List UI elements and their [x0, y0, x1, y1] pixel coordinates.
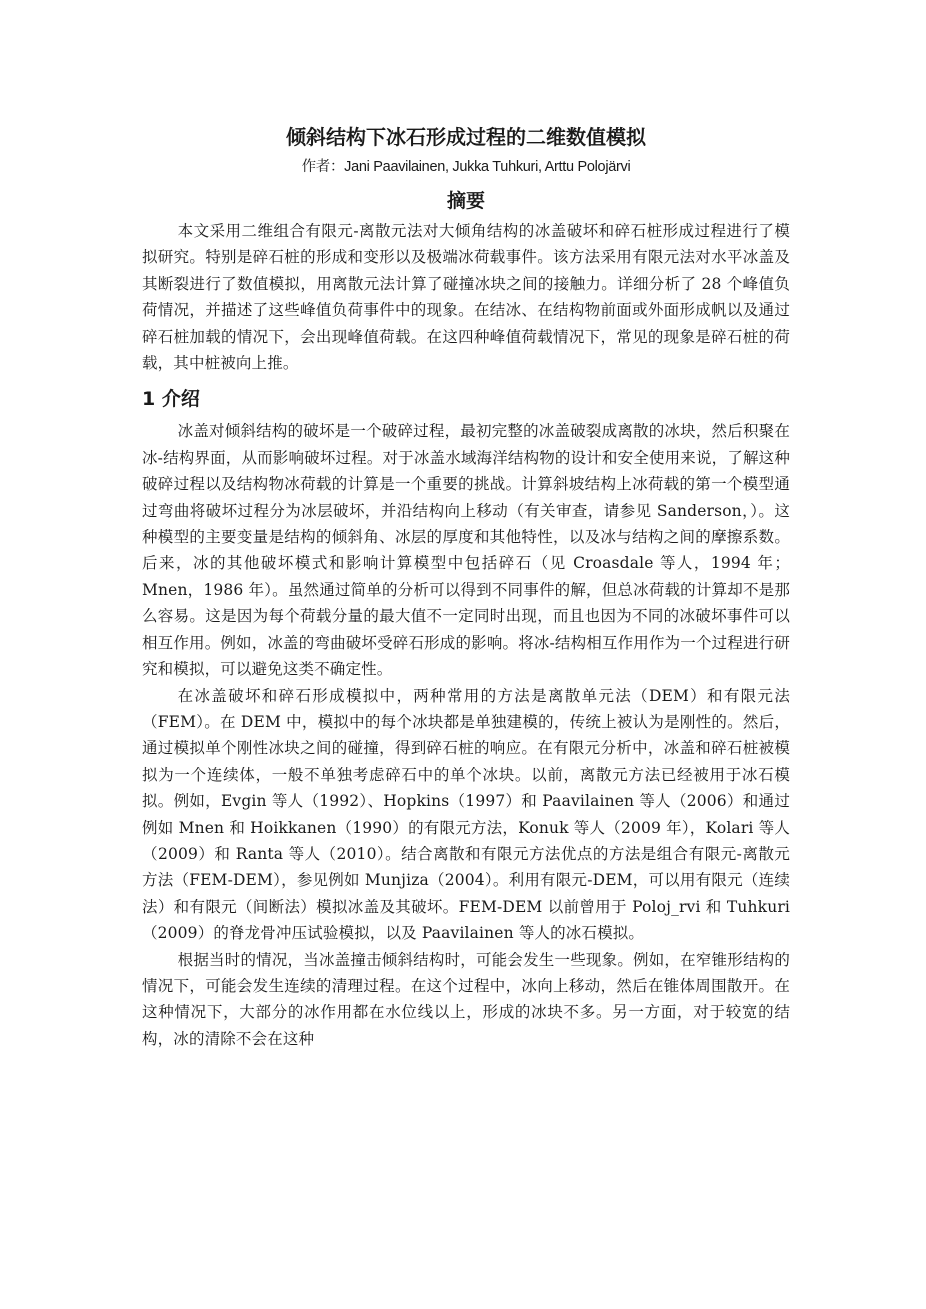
paper-title: 倾斜结构下冰石形成过程的二维数值模拟: [286, 125, 646, 149]
abstract-heading: 摘要: [446, 190, 485, 212]
section-heading-introduction: 1 介绍: [142, 388, 200, 411]
intro-paragraph-2: 在冰盖破坏和碎石形成模拟中，两种常用的方法是离散单元法（DEM）和有限元法（FEM）。在 DEM 中，模拟中的每个冰块都是单独建模的，传统上被认为是刚性的。然后，通过模拟单个刚性冰块之间的碰撞，得到碎石桩的响应。在有限元分析中，冰盖和碎石桩被模拟为一个连续体，一般不单独考虑碎石中的单个冰块。以前，离散元方法已经被用于冰石模拟。例如，Evgin 等人（1992）、Hopkins（1997）和 Paavilainen 等人（2006）和通过例如 Mnen 和 Hoikkanen（1990）的有限元方法，Konuk 等人（2009 年），Kolari 等人（2009）和 Ranta 等人（2010）。结合离散和有限元方法优点的方法是组合有限元-离散元方法（FEM-DEM），参见例如 Munjiza（2004）。利用有限元-DEM，可以用有限元（连续法）和有限元（间断法）模拟冰盖及其破坏。FEM-DEM 以前曾用于 Poloj_rvi 和 Tuhkuri（2009）的脊龙骨冲压试验模拟，以及 Paavilainen 等人的冰石模拟。: [142, 686, 790, 943]
abstract-paragraph: 本文采用二维组合有限元-离散元法对大倾角结构的冰盖破坏和碎石桩形成过程进行了模拟研究。特别是碎石桩的形成和变形以及极端冰荷载事件。该方法采用有限元法对水平冰盖及其断裂进行了数值模拟，用离散元法计算了碰撞冰块之间的接触力。详细分析了 28 个峰值负荷情况，并描述了这些峰值负荷事件中的现象。在结冰、在结构物前面或外面形成帆以及通过碎石桩加载的情况下，会出现峰值荷载。在这四种峰值荷载情况下，常见的现象是碎石桩的荷载，其中桩被向上推。: [142, 222, 790, 373]
intro-paragraph-3: 根据当时的情况，当冰盖撞击倾斜结构时，可能会发生一些现象。例如，在窄锥形结构的情况下，可能会发生连续的清理过程。在这个过程中，冰向上移动，然后在锥体周围散开。在这种情况下，大部分的冰作用都在水位线以上，形成的冰块不多。另一方面，对于较宽的结构，冰的清除不会在这种: [142, 950, 790, 1048]
intro-paragraph-1: 冰盖对倾斜结构的破坏是一个破碎过程，最初完整的冰盖破裂成离散的冰块，然后积聚在冰-结构界面，从而影响破坏过程。对于冰盖水域海洋结构物的设计和安全使用来说，了解这种破碎过程以及结构物冰荷载的计算是一个重要的挑战。计算斜坡结构上冰荷载的第一个模型通过弯曲将破坏过程分为冰层破坏，并沿结构向上移动（有关审查，请参见 Sanderson，）。这种模型的主要变量是结构的倾斜角、冰层的厚度和其他特性，以及冰与结构之间的摩擦系数。后来，冰的其他破坏模式和影响计算模型中包括碎石（见 Croasdale 等人，1994 年；Mnen，1986 年）。虽然通过简单的分析可以得到不同事件的解，但总冰荷载的计算却不是那么容易。这是因为每个荷载分量的最大值不一定同时出现，而且也因为不同的冰破坏事件可以相互作用。例如，冰盖的弯曲破坏受碎石形成的影响。将冰-结构相互作用作为一个过程进行研究和模拟，可以避免这类不确定性。: [142, 422, 790, 679]
document-page: [142, 118, 790, 1052]
author-line: 作者：Jani Paavilainen, Jukka Tuhkuri, Arttu Polojärvi: [301, 159, 631, 175]
